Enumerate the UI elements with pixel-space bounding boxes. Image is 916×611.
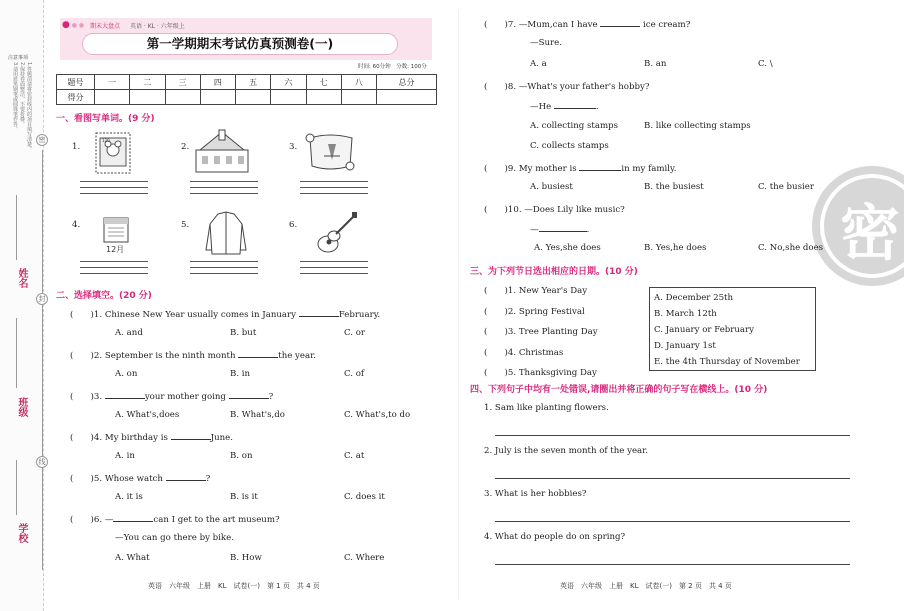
q4-option-c[interactable]: C. at xyxy=(344,451,365,461)
correction-1: 1. Sam like planting flowers. xyxy=(484,403,609,413)
score-table xyxy=(56,74,437,105)
footer-left: 英语 六年级 上册 KL 试卷(一) 第 1 页 共 4 页 xyxy=(148,582,320,590)
guitar-icon xyxy=(308,210,372,256)
q3-option-c[interactable]: C. What's,to do xyxy=(344,410,411,420)
building-icon xyxy=(190,128,254,174)
notice-line-3: 3.请用蓝黑钢笔或圆珠笔作答。 xyxy=(12,62,18,132)
q3-blank-2[interactable] xyxy=(229,390,269,399)
score-header-cell: 总分 xyxy=(377,75,437,90)
answer-lines-5[interactable] xyxy=(190,256,258,274)
q9-blank[interactable] xyxy=(579,162,621,171)
stamp-icon xyxy=(88,130,152,176)
answer-lines-1[interactable] xyxy=(80,176,148,194)
correction-2: 2. July is the seven month of the year. xyxy=(484,446,649,456)
q7-reply: —Sure. xyxy=(530,38,562,48)
correction-3: 3. What is her hobbies? xyxy=(484,489,587,499)
part3-title: 三、为下列节日选出相应的日期。(10 分) xyxy=(470,267,638,277)
q4-option-a[interactable]: A. in xyxy=(115,451,135,461)
q6-stem: ( )6. — can I get to the art museum? xyxy=(70,515,280,525)
q2-blank[interactable] xyxy=(238,349,278,358)
q7-option-c[interactable]: C. \ xyxy=(758,59,773,69)
holiday-2[interactable]: ( )2. Spring Festival xyxy=(484,307,585,317)
q7-blank[interactable] xyxy=(600,18,640,27)
q5-option-a[interactable]: A. it is xyxy=(115,492,143,502)
notice-line-2: 2.保持卷面整洁，不要折叠。 xyxy=(19,62,25,127)
q1-option-a[interactable]: A. and xyxy=(115,328,143,338)
score-cell[interactable] xyxy=(95,90,130,105)
answer-lines-6[interactable] xyxy=(300,256,368,274)
score-value-row xyxy=(57,90,437,105)
q10-reply: — . xyxy=(530,225,590,235)
q8-stem: ( )8. —What's your father's hobby? xyxy=(484,82,650,92)
correction-line-2[interactable] xyxy=(495,478,850,479)
q9-option-b[interactable]: B. the busiest xyxy=(644,182,704,192)
correction-line-1[interactable] xyxy=(495,435,850,436)
part2-title: 二、选择填空。(20 分) xyxy=(56,291,152,301)
header-tag: 期末大盘点 xyxy=(90,23,121,30)
score-header-cell: 三 xyxy=(165,75,200,90)
score-cell[interactable] xyxy=(306,90,341,105)
q6-option-b[interactable]: B. How xyxy=(230,553,262,563)
score-header-cell: 题号 xyxy=(57,75,95,90)
q9-option-c[interactable]: C. the busier xyxy=(758,182,814,192)
q1-option-c[interactable]: C. or xyxy=(344,328,366,338)
q1-blank[interactable] xyxy=(299,308,339,317)
calendar-icon xyxy=(88,212,152,258)
date-option-a: A. December 25th xyxy=(654,293,734,303)
notice-line-1: 1.答题前请将密封线内的项目填写清楚。 xyxy=(26,62,32,152)
q10-option-a[interactable]: A. Yes,she does xyxy=(534,243,601,253)
part1-num-3: 3. xyxy=(289,142,298,152)
q7-option-b[interactable]: B. an xyxy=(644,59,667,69)
q10-option-b[interactable]: B. Yes,he does xyxy=(644,243,707,253)
score-cell[interactable] xyxy=(271,90,306,105)
scroll-icon xyxy=(300,130,364,176)
score-header-cell: 七 xyxy=(306,75,341,90)
q6-option-c[interactable]: C. Where xyxy=(344,553,385,563)
q8-option-c[interactable]: C. collects stamps xyxy=(530,141,609,151)
page-title: 第一学期期末考试仿真预测卷(一) xyxy=(82,33,398,55)
date-option-d: D. January 1st xyxy=(654,341,716,351)
q8-option-a[interactable]: A. collecting stamps xyxy=(530,121,619,131)
holiday-3[interactable]: ( )3. Tree Planting Day xyxy=(484,327,598,337)
holiday-5[interactable]: ( )5. Thanksgiving Day xyxy=(484,368,597,378)
q9-option-a[interactable]: A. busiest xyxy=(530,182,573,192)
q4-blank[interactable] xyxy=(171,431,211,440)
part1-num-2: 2. xyxy=(181,142,190,152)
q2-stem: ( )2. September is the ninth month the year. xyxy=(70,351,316,361)
q5-option-b[interactable]: B. is it xyxy=(230,492,258,502)
seal-char-1: 密 xyxy=(36,134,48,146)
q8-option-b[interactable]: B. like collecting stamps xyxy=(644,121,751,131)
q10-blank[interactable] xyxy=(539,223,587,232)
score-header-cell: 一 xyxy=(95,75,130,90)
header-grade: 英语 · KL · 六年级上 xyxy=(130,23,185,30)
seal-char-3: 线 xyxy=(36,456,48,468)
q7-option-a[interactable]: A. a xyxy=(530,59,547,69)
date-option-b: B. March 12th xyxy=(654,309,717,319)
q4-stem: ( )4. My birthday is June. xyxy=(70,433,234,443)
q6-reply: —You can go there by bike. xyxy=(115,533,234,543)
part1-title: 一、看图写单词。(9 分) xyxy=(56,114,155,124)
holiday-4[interactable]: ( )4. Christmas xyxy=(484,348,564,358)
q6-blank[interactable] xyxy=(113,513,153,522)
q5-stem: ( )5. Whose watch ? xyxy=(70,474,211,484)
calendar-text: 12月 xyxy=(106,245,125,254)
q5-blank[interactable] xyxy=(166,472,206,481)
part1-num-4: 4. xyxy=(72,220,81,230)
q10-option-c[interactable]: C. No,she does xyxy=(758,243,824,253)
q6-option-a[interactable]: A. What xyxy=(115,553,150,563)
score-header-cell: 二 xyxy=(130,75,165,90)
class-label: 班级 xyxy=(16,397,27,417)
school-label: 学校 xyxy=(16,523,27,543)
name-line xyxy=(16,195,17,260)
q2-option-c[interactable]: C. of xyxy=(344,369,365,379)
q4-option-b[interactable]: B. on xyxy=(230,451,253,461)
q3-option-a[interactable]: A. What's,does xyxy=(115,410,180,420)
q9-stem: ( )9. My mother is in my family. xyxy=(484,164,677,174)
correction-line-4[interactable] xyxy=(495,564,850,565)
part4-title: 四、下列句子中均有一处错误,请圈出并将正确的句子写在横线上。(10 分) xyxy=(470,385,768,395)
q10-stem: ( )10. —Does Lily like music? xyxy=(484,205,625,215)
q8-reply: —He . xyxy=(530,102,599,112)
answer-lines-4[interactable] xyxy=(80,256,148,274)
score-label-cell: 得分 xyxy=(57,90,95,105)
part1-num-6: 6. xyxy=(289,220,298,230)
score-cell[interactable] xyxy=(236,90,271,105)
q8-blank[interactable] xyxy=(554,100,596,109)
date-option-e: E. the 4th Thursday of November xyxy=(654,357,800,367)
q7-stem: ( )7. —Mum,can I have ice cream? xyxy=(484,20,691,30)
score-header-row xyxy=(57,75,437,90)
q3-option-b[interactable]: B. What's,do xyxy=(230,410,285,420)
notice-title: 注意事项 xyxy=(8,55,29,61)
score-cell[interactable] xyxy=(377,90,437,105)
binding-margin xyxy=(0,0,44,611)
stamp-value: 120 xyxy=(102,138,110,143)
score-cell[interactable] xyxy=(200,90,235,105)
holiday-1[interactable]: ( )1. New Year's Day xyxy=(484,286,588,296)
score-header-cell: 八 xyxy=(341,75,376,90)
seal-line xyxy=(42,150,43,570)
part1-num-5: 5. xyxy=(181,220,190,230)
q5-option-c[interactable]: C. does it xyxy=(344,492,385,502)
score-cell[interactable] xyxy=(165,90,200,105)
correction-line-3[interactable] xyxy=(495,521,850,522)
header-dots: ● ● ● xyxy=(62,20,85,30)
score-header-cell: 六 xyxy=(271,75,306,90)
name-label: 姓名 xyxy=(16,268,27,288)
class-line xyxy=(16,318,17,388)
q1-option-b[interactable]: B. but xyxy=(230,328,257,338)
score-cell[interactable] xyxy=(130,90,165,105)
page-divider xyxy=(458,10,459,600)
q1-stem: ( )1. Chinese New Year usually comes in January February. xyxy=(70,310,381,320)
date-option-c: C. January or February xyxy=(654,325,755,335)
seal-char: 密 xyxy=(840,199,900,269)
school-line xyxy=(16,460,17,515)
seal-watermark xyxy=(804,156,904,296)
correction-4: 4. What do people do on spring? xyxy=(484,532,626,542)
part1-num-1: 1. xyxy=(72,142,81,152)
q3-stem: ( )3. your mother going ? xyxy=(70,392,274,402)
q2-option-b[interactable]: B. in xyxy=(230,369,251,379)
footer-right: 英语 六年级 上册 KL 试卷(一) 第 2 页 共 4 页 xyxy=(560,582,732,590)
q2-option-a[interactable]: A. on xyxy=(115,369,138,379)
q3-blank-1[interactable] xyxy=(105,390,145,399)
seal-char-2: 封 xyxy=(36,293,48,305)
coat-icon xyxy=(196,210,260,256)
answer-lines-3[interactable] xyxy=(300,176,368,194)
score-cell[interactable] xyxy=(341,90,376,105)
answer-lines-2[interactable] xyxy=(190,176,258,194)
score-header-cell: 五 xyxy=(236,75,271,90)
exam-time: 时间: 60分钟 分数: 100分 xyxy=(358,64,427,70)
score-header-cell: 四 xyxy=(200,75,235,90)
